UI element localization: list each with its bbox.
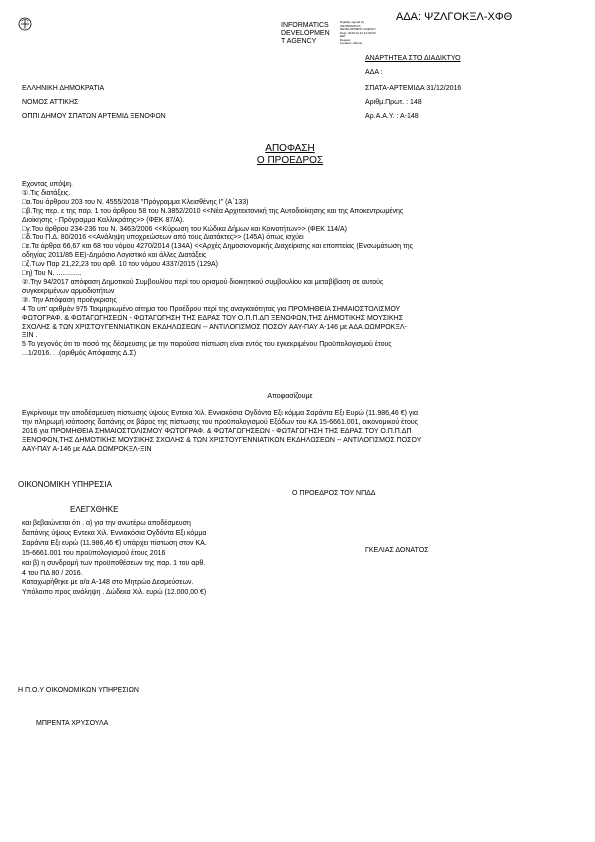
issuer-line: ΝΟΜΟΣ ΑΤΤΙΚΗΣ — [22, 99, 79, 106]
finance-text — [22, 519, 207, 598]
consideration-line: ①.Τις διατάξεις. — [22, 189, 71, 197]
diavgeia-brand — [281, 22, 330, 46]
post-online-label: ΑΝΑΡΤΗΤΕΑ ΣΤΟ ΔΙΑΔΙΚΤΥΟ — [365, 55, 461, 62]
reference-line: Αριθμ.Πρωτ. : 148 — [365, 99, 422, 106]
diavgeia-brand-line: T AGENCY — [281, 38, 317, 45]
consideration-line: □ε.Τα άρθρα 66,67 και 68 του νόμου 4270/2014 (134Α) <<Αρχές Δημοσιονομικής Διαχείρισης και εποπτείας (Ενσωμάτωση της — [22, 243, 414, 251]
finance-line: και βεβαιώνεται ότι . α) για την ανωτέρω αποδέσμευση — [22, 520, 191, 527]
decide-label: Αποφασίζουμε — [267, 393, 313, 400]
signature-line: INFORMATICS — [340, 23, 361, 28]
finance-line: Υπόλοιπο προς ανάληψη . Δώδεκα Χιλ. ευρώ (12.000,00 €) — [22, 589, 207, 597]
reference-block — [365, 82, 461, 124]
finance-head-label: Η Π.Ο.Υ ΟΙΚΟΝΟΜΙΚΩΝ ΥΠΗΡΕΣΙΩΝ — [18, 687, 139, 694]
finance-line: και β) η συνδρομή των προϋποθέσεων της παρ. 1 του αρθ. — [22, 559, 206, 567]
issuer-line: ΟΠΠΙ ΔΗΜΟΥ ΣΠΑΤΩΝ ΑΡΤΕΜΙΔ ΞΕΝΟΦΩΝ — [22, 113, 166, 120]
finance-head-name: ΜΠΡΕΝΤΑ ΧΡΥΣΟΥΛΑ — [36, 720, 109, 727]
decision-line: ΑΑΥ-ΠΑΥ Α-146 με ΑΔΑ ΩΩΜΡΟΚΞΛ-ΞΙΝ — [22, 445, 152, 453]
finance-line: 4 του ΠΔ 80 / 2016. — [22, 569, 83, 577]
title-line: ΑΠΟΦΑΣΗ — [265, 143, 315, 154]
ada-top: ΑΔΑ: ΨΖΛΓΟΚΞΛ-ΧΦΘ — [396, 11, 513, 23]
finance-line: 15-6661.001 του προϋπολογισμού έτους 2016 — [22, 549, 166, 557]
signature-line: Digitally signed by — [340, 20, 365, 24]
decision-line: ΞΕΝΟΦΩΝ,ΤΗΣ ΔΗΜΟΤΙΚΗΣ ΜΟΥΣΙΚΗΣ ΣΧΟΛΗΣ & ΤΩΝ ΧΡΙΣΤΟΥΓΕΝΝΙΑΤΙΚΩΝ ΕΚΔΗΛΩΣΕΩΝ -- ΑΝΤΙΛΟΓΙΣΜΟΣ ΠΟΣΟΥ — [22, 436, 422, 444]
consideration-line: ΣΧΟΛΗΣ & ΤΩΝ ΧΡΙΣΤΟΥΓΕΝΝΙΑΤΙΚΩΝ ΕΚΔΗΛΩΣΕΩΝ -- ΑΝΤΙΛΟΓΙΣΜΟΣ ΠΟΣΟΥ ΑΑΥ-ΠΑΥ Α-146 με ΑΔΑ ΩΩΜΡΟΚΞΛ- — [22, 323, 407, 331]
greek-emblem-icon — [18, 17, 32, 31]
diavgeia-brand-line: DEVELOPMEN — [281, 30, 330, 37]
finance-line: Καταχωρήθηκε με α/α Α-148 στο Μητρώο Δεσμεύσεων. — [22, 579, 194, 587]
consideration-line: □γ.Του άρθρου 234-236 του Ν. 3463/2006 <<Κύρωση του Κώδικα Δήμων και Κοινοτήτων>> (ΦΕΚ 114/Α) — [22, 225, 348, 233]
ada-label: ΑΔΑ : — [365, 69, 383, 76]
consideration-line: □η) Του Ν. ............. — [22, 270, 82, 278]
considerations — [22, 181, 413, 359]
decision-text — [22, 410, 421, 455]
consideration-line: □ζ.Των Παρ 21,22,23 του αρθ. 10 του νόμου 4337/2015 (129Α) — [22, 261, 219, 269]
issuer-block — [22, 82, 166, 124]
consideration-line: ΦΩΤΟΓΡΑΦ. & ΦΩΤΑΓΩΓΗΣΕΩΝ - ΦΩΤΑΓΩΓΗΣΗ ΤΗΣ ΕΔΡΑΣ ΤΟΥ Ο.Π.Π.ΔΠ ΞΕΝΟΦΩΝ,ΤΗΣ ΔΗΜΟΤΙΚΗΣ ΜΟΥΣΙΚΗΣ — [22, 314, 404, 322]
consideration-line: □β.Της περ. ε της παρ. 1 του άρθρου 58 του Ν.3852/2010 <<Νέα Αρχιτεκτονική της Αυτοδιοίκησης και της Αποκεντρωμένης — [22, 207, 404, 215]
digital-signature-info — [340, 21, 376, 46]
issuer-line: ΕΛΛΗΝΙΚΗ ΔΗΜΟΚΡΑΤΙΑ — [22, 85, 105, 92]
diavgeia-brand-line: INFORMATICS — [281, 22, 329, 29]
consideration-line: συγκεκριμένων αρμοδιοτήτων — [22, 287, 115, 295]
signature-line: EET — [340, 34, 346, 38]
consideration-line: ②.Την 94/2017 απόφαση Δημοτικού Συμβουλίου περί του ορισμού διοικητικού συμβουλίου και μεταβίβαση σε αυτούς — [22, 278, 384, 286]
consideration-line: ...1/2016. . .(αριθμός Απόφασης Δ.Σ) — [22, 350, 137, 358]
title-line: Ο ΠΡΟΕΔΡΟΣ — [256, 155, 324, 166]
document-title — [200, 143, 380, 167]
finance-service-label: ΟΙΚΟΝΟΜΙΚΗ ΥΠΗΡΕΣΙΑ — [18, 480, 112, 489]
president-label: Ο ΠΡΟΕΔΡΟΣ ΤΟΥ ΝΠΔΔ — [292, 490, 376, 497]
consideration-line: οδηγίας 2011/85 ΕΕ)-Δημόσιο Λογιστικό και άλλες Διατάξεις — [22, 252, 207, 260]
consideration-line: ΞΙΝ . — [22, 332, 38, 340]
finance-line: Σαράντα Εξι ευρώ (11.986,46 €) υπάρχει πίστωση στον ΚΑ. — [22, 539, 207, 547]
reference-line: Αρ.Α.Α.Υ. : Α-148 — [365, 113, 419, 120]
consideration-line: 5 Το γεγονός ότι το ποσό της δέσμευσης με την παρούσα πίστωση είναι εντός του εγκεκριμένου Προϋπολογισμού έτους — [22, 341, 392, 349]
reference-line: ΣΠΑΤΑ-ΑΡΤΕΜΙΔΑ 31/12/2016 — [365, 85, 462, 92]
decision-line: την πληρωμή ισόποσης δαπάνης σε βάρος της πίστωσης του προϋπολογισμού Εξόδων του ΚΑ 15-6661.001, οικονομικού έτους — [22, 418, 419, 426]
checked-label: ΕΛΕΓΧΘΗΚΕ — [70, 505, 119, 514]
signature-line: Date: 2016.12.31 12:00:00 — [340, 30, 376, 35]
consideration-line: 4 Το υπ' αριθμόν 975 Τεκμηριωμένο αίτημα του Προέδρου περί της αναγκαιότητας για ΠΡΟΜΗΘΕΙΑ ΣΗΜΑΙΟΣΤΟΛΙΣΜΟΥ — [22, 305, 401, 313]
decision-line: Εγκρίνουμε την αποδέσμευση πίστωσης ύψους Εντεκα Χιλ. Εννιακόσια Ογδόντα Εξι κόμμα Σαράντα Εξι Ευρώ (11.986,46 €) για — [22, 410, 419, 417]
consideration-line: Διοίκησης - Πρόγραμμα Καλλικράτης>> (ΦΕΚ 87/Α). — [22, 216, 185, 224]
consideration-line: ③. Την Απόφαση προέγκρισης — [22, 296, 117, 304]
signature-line: Location: Athens — [340, 41, 363, 45]
president-name: ΓΚΕΛΙΑΣ ΔΟΝΑΤΟΣ — [365, 547, 429, 554]
consideration-line: Εχοντας υπόψη. — [22, 181, 73, 188]
finance-line: δαπάνης ύψους Εντεκα Χιλ. Εννιακόσια Ογδόντα Εξι κόμμα — [22, 529, 207, 537]
consideration-line: □δ.Του Π.Δ. 80/2016 <<Ανάληψη υποχρεώσεων από τους Διατάκτες>> (145Α) όπως ισχύει — [22, 234, 304, 242]
signature-line: Reason: — [340, 37, 352, 42]
decision-line: 2016 για ΠΡΟΜΗΘΕΙΑ ΣΗΜΑΙΟΣΤΟΛΙΣΜΟΥ ΦΩΤΟΓΡΑΦ. & ΦΩΤΑΓΩΓΗΣΕΩΝ - ΦΩΤΑΓΩΓΗΣΗ ΤΗΣ ΕΔΡΑΣ ΤΟΥ Ο.Π.Π.ΔΠ — [22, 427, 412, 435]
consideration-line: □α.Του άρθρου 203 του Ν. 4555/2018 "Πρόγραμμα Κλεισθένης Ι" (Α΄133) — [22, 198, 249, 206]
signature-line: DEVELOPMENT AGENCY — [340, 27, 376, 31]
